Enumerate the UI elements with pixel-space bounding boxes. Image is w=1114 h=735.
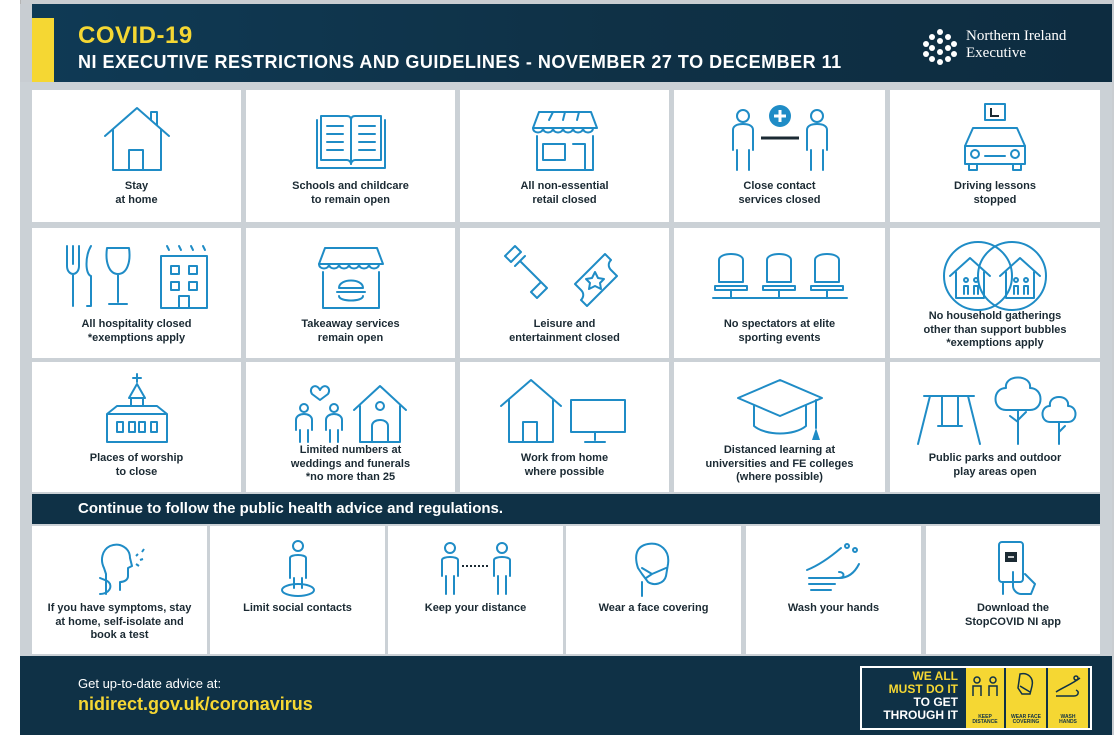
person-icon: [210, 538, 385, 602]
advice-banner-text: Continue to follow the public health advice and regulations.: [78, 500, 504, 517]
advice-card: [746, 526, 921, 654]
restriction-card: [32, 228, 241, 358]
page-title: COVID-19: [78, 22, 193, 49]
face-covering-icon: [566, 538, 741, 602]
restriction-card: [674, 362, 885, 492]
restriction-card: [460, 90, 669, 222]
wash-hands-small-icon: [1048, 668, 1088, 712]
park-icon: [910, 362, 1080, 455]
restriction-label: No household gatherings other than support bubbles *exemptions apply: [923, 310, 1067, 349]
badge-line-1: WE ALL MUST DO IT: [888, 669, 958, 696]
badge-wear-covering: [1006, 668, 1046, 728]
advice-card: [926, 526, 1100, 654]
wash-hands-icon: [746, 538, 921, 602]
restriction-card: [460, 228, 669, 358]
advice-row: [32, 526, 1100, 654]
restriction-card: [890, 228, 1100, 358]
face-covering-small-icon: [1006, 668, 1046, 712]
restriction-card: [674, 90, 885, 222]
book-icon: [311, 90, 391, 183]
restriction-card: [460, 362, 669, 492]
advice-label: Wear a face covering: [598, 602, 709, 614]
distance-icon: [388, 538, 563, 602]
ni-executive-logo: [920, 26, 1100, 70]
restriction-card: [890, 362, 1100, 492]
poster: [20, 4, 1112, 735]
restriction-label: Leisure and entertainment closed: [509, 318, 620, 344]
page-edge: [0, 0, 21, 735]
work-from-home-icon: [495, 362, 635, 455]
badge-keep-distance: [966, 668, 1004, 728]
page-subtitle: NI EXECUTIVE RESTRICTIONS AND GUIDELINES - NOVEMBER 27 TO DECEMBER 11: [78, 52, 842, 72]
restriction-card: [246, 90, 455, 222]
footer: [20, 656, 1112, 735]
badge-line-2: TO GET THROUGH IT: [883, 695, 958, 722]
header: [20, 4, 1112, 82]
keep-distance-icon: [966, 668, 1004, 712]
restriction-card: [32, 362, 241, 492]
church-icon: [97, 362, 177, 455]
symptoms-icon: [32, 538, 207, 602]
header-side-strip: [20, 4, 32, 82]
badge-wear-label: WEAR FACE COVERING: [1011, 714, 1041, 725]
advice-card: [566, 526, 741, 654]
restriction-card: [674, 228, 885, 358]
shop-icon: [525, 90, 605, 183]
advice-label: Download the StopCOVID NI app: [965, 602, 1061, 628]
restriction-card: [246, 228, 455, 358]
advice-banner: [32, 494, 1100, 524]
badge-wash-label: WASH HANDS: [1059, 714, 1077, 725]
logo-line-1: Northern Ireland: [966, 28, 1067, 44]
restriction-label: Close contact services closed: [738, 180, 821, 206]
advice-card: [210, 526, 385, 654]
badge-keep-label: KEEP DISTANCE: [972, 714, 998, 725]
badge-wash-hands: [1048, 668, 1088, 728]
restriction-card: [246, 362, 455, 492]
restriction-label: Stay at home: [115, 180, 158, 206]
restriction-card: [890, 90, 1100, 222]
advice-label: Keep your distance: [424, 602, 527, 614]
restriction-card: [32, 90, 241, 222]
logo-line-2: Executive: [966, 45, 1026, 61]
phone-app-icon: [926, 538, 1100, 602]
header-accent-bar: [32, 18, 54, 82]
restriction-label: Driving lessons stopped: [954, 180, 1036, 206]
hospitality-icon: [57, 228, 217, 321]
close-contact-icon: [725, 90, 835, 183]
wedding-icon: [286, 362, 416, 455]
footer-advice-text: Get up-to-date advice at:: [78, 676, 222, 691]
house-icon: [97, 90, 177, 183]
restriction-label: All hospitality closed *exemptions apply: [81, 318, 192, 344]
car-learner-icon: [955, 90, 1035, 183]
leisure-icon: [485, 228, 645, 321]
restriction-label: Limited numbers at weddings and funerals *no more than 25: [290, 444, 411, 483]
advice-label: Wash your hands: [787, 602, 880, 614]
we-all-must-do-it-badge: [860, 666, 1092, 730]
restriction-label: All non-essential retail closed: [520, 180, 609, 206]
restriction-label: No spectators at elite sporting events: [723, 318, 836, 344]
advice-label: Limit social contacts: [243, 602, 352, 614]
graduation-cap-icon: [730, 362, 830, 455]
advice-card: [32, 526, 207, 654]
takeaway-icon: [311, 228, 391, 321]
restriction-label: Schools and childcare to remain open: [292, 180, 409, 206]
restriction-label: Takeaway services remain open: [301, 318, 400, 344]
restriction-label: Public parks and outdoor play areas open: [928, 452, 1062, 478]
restriction-label: Work from home where possible: [520, 452, 609, 478]
advice-label: If you have symptoms, stay at home, self-isolate and book a test: [47, 602, 192, 641]
hexagon-logo-icon: [920, 26, 960, 66]
seats-icon: [705, 228, 855, 321]
households-icon: [930, 228, 1060, 321]
restriction-label: Distanced learning at universities and FE colleges (where possible): [705, 444, 854, 483]
restriction-label: Places of worship to close: [89, 452, 184, 478]
advice-card: [388, 526, 563, 654]
footer-url-link[interactable]: nidirect.gov.uk/coronavirus: [78, 694, 313, 714]
